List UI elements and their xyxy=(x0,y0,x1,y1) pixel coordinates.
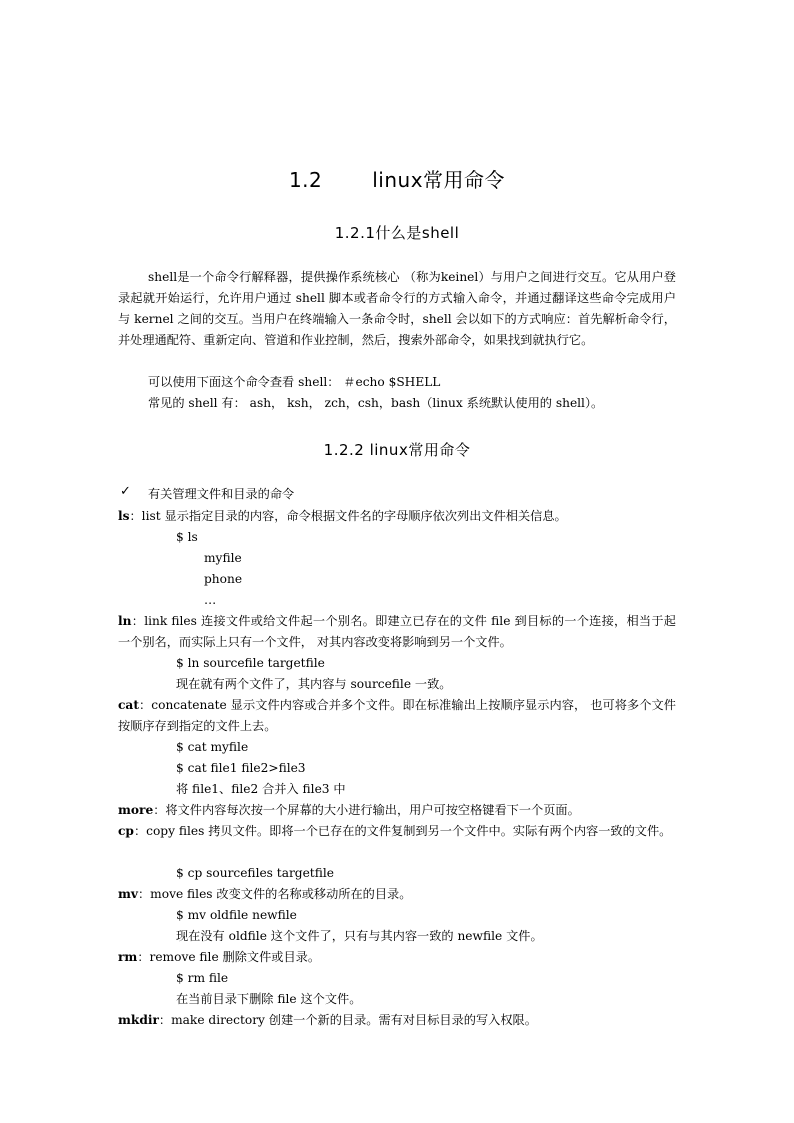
more-description xyxy=(118,800,580,821)
rm-example: $ rm file xyxy=(176,971,229,985)
command-desc: ：将文件内容每次按一个屏幕的大小进行输出，用户可按空格键看下一个页面。 xyxy=(153,803,580,817)
command-desc: ：remove file 删除文件或目录。 xyxy=(137,950,321,964)
command-name: ln xyxy=(118,614,132,628)
ls-example: $ ls xyxy=(176,530,198,544)
command-desc: ：link files 连接文件或给文件起一个别名。即建立已存在的文件 file 到目标的一个连接，相当于起一个别名，而实际上只有一个文件， 对其内容改变将影响到另一个文件。 xyxy=(118,614,676,649)
mv-description xyxy=(118,884,411,905)
cat-note: 将 file1、file2 合并入 file3 中 xyxy=(176,782,346,796)
section-heading-1-2 xyxy=(0,164,794,193)
rm-note: 在当前目录下删除 file 这个文件。 xyxy=(176,992,362,1006)
command-desc: ：move files 改变文件的名称或移动所在的目录。 xyxy=(137,887,412,901)
cat-description xyxy=(118,695,676,737)
ln-description xyxy=(118,611,676,653)
command-desc: ：list 显示指定目录的内容，命令根据文件名的字母顺序依次列出文件相关信息。 xyxy=(129,509,567,523)
command-name: cat xyxy=(118,698,139,712)
ls-output-line: myfile xyxy=(204,551,242,565)
section-number: 1.2 xyxy=(288,168,323,192)
ls-output-line: phone xyxy=(204,572,243,586)
subsection-heading-1-2-2: 1.2.2 linux常用命令 xyxy=(323,441,471,459)
command-name: mkdir xyxy=(118,1013,159,1027)
rm-description xyxy=(118,947,320,968)
command-name: mv xyxy=(118,887,138,901)
cat-example: $ cat file1 file2>file3 xyxy=(176,761,306,775)
subsection-heading-1-2-1: 1.2.1什么是shell xyxy=(334,224,460,242)
mv-note: 现在没有 oldfile 这个文件了，只有与其内容一致的 newfile 文件。 xyxy=(176,929,543,943)
command-name: cp xyxy=(118,824,134,838)
command-name: rm xyxy=(118,950,138,964)
common-shells-line: 常见的 shell 有： ash， ksh， zch，csh，bash（linux 系统默认使用的 shell）。 xyxy=(148,396,604,410)
cp-description xyxy=(118,821,676,842)
command-name: ls xyxy=(118,509,130,523)
command-desc: ：copy files 拷贝文件。即将一个已存在的文件复制到另一个文件中。实际有两个内容一致的文件。 xyxy=(133,824,672,838)
section-title: linux常用命令 xyxy=(372,168,506,192)
command-desc: ：concatenate 显示文件内容或合并多个文件。即在标准输出上按顺序显示内容， 也可将多个文件按顺序存到指定的文件上去。 xyxy=(118,698,676,733)
cp-example: $ cp sourcefiles targetfile xyxy=(176,866,334,880)
intro-paragraph: shell是一个命令行解释器，提供操作系统核心 （称为keinel）与用户之间进行交互。它从用户登录起就开始运行，允许用户通过 shell 脚本或者命令行的方式输入命令，并通过翻译这些命令完成用户与 kernel 之间的交互。当用户在终端输入一条命令时，shell 会以如下的方式响应：首先解析命令行，并处理通配符、重新定向、管道和作业控制，然后，搜索外部命令，如果找到就执行它。 xyxy=(118,270,676,347)
mkdir-description xyxy=(118,1010,537,1031)
ln-note: 现在就有两个文件了，其内容与 sourcefile 一致。 xyxy=(176,677,452,691)
command-desc: ：make directory 创建一个新的目录。需有对目标目录的写入权限。 xyxy=(158,1013,537,1027)
check-mark-icon: ✓ xyxy=(120,484,131,499)
ls-description xyxy=(118,506,567,527)
check-shell-line: 可以使用下面这个命令查看 shell： ＃echo $SHELL xyxy=(148,375,441,389)
ls-output-line: … xyxy=(204,593,217,607)
mv-example: $ mv oldfile newfile xyxy=(176,908,297,922)
section-intro: 有关管理文件和目录的命令 xyxy=(148,487,295,501)
cat-example: $ cat myfile xyxy=(176,740,249,754)
command-name: more xyxy=(118,803,154,817)
ln-example: $ ln sourcefile targetfile xyxy=(176,656,325,670)
